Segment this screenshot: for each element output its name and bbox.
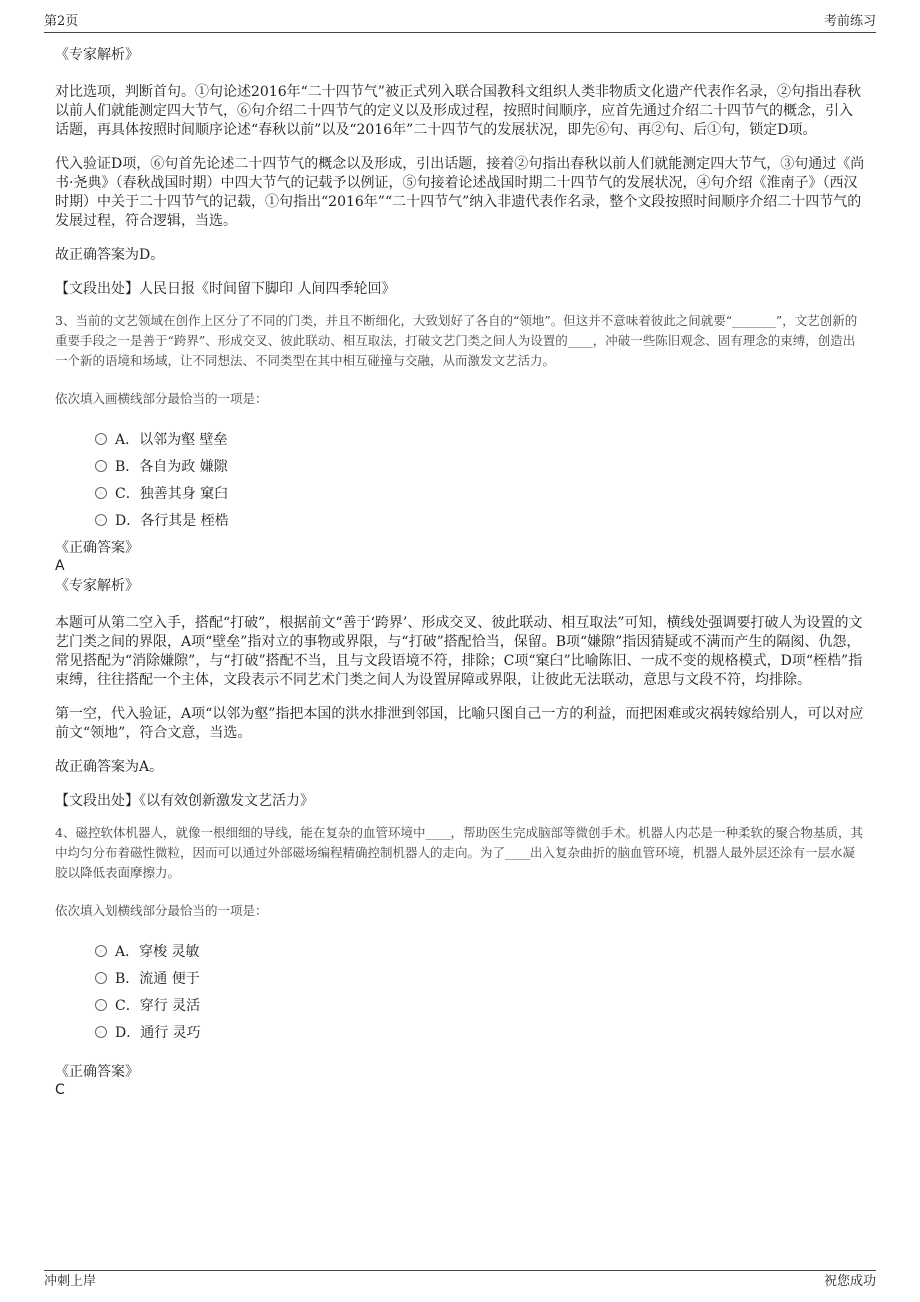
radio-icon[interactable] (95, 999, 107, 1011)
q3-answer-label: 《正确答案》 (55, 540, 139, 556)
page-header (44, 12, 876, 33)
radio-icon[interactable] (95, 972, 107, 984)
radio-icon[interactable] (95, 945, 107, 957)
q3-instruction: 依次填入画横线部分最恰当的一项是： (55, 391, 268, 406)
page-number: 第2页 (44, 14, 79, 29)
q3-option-b[interactable]: B．各自为政 嫌隙 (95, 452, 865, 479)
q4-option-d[interactable]: D．通行 灵巧 (95, 1018, 865, 1045)
q2-source: 【文段出处】人民日报《时间留下脚印 人间四季轮回》 (55, 281, 396, 297)
q3-option-d[interactable]: D．各行其是 桎梏 (95, 506, 865, 533)
q2-analysis-label: 《专家解析》 (55, 47, 139, 63)
radio-icon[interactable] (95, 433, 107, 445)
header-title: 考前练习 (823, 14, 876, 29)
q3-option-c[interactable]: C．独善其身 窠臼 (95, 479, 865, 506)
q3-stem: 3、当前的文艺领域在创作上区分了不同的门类，并且不断细化，大致划好了各自的“领地”。但这并不意味着彼此之间就要“_______”，文艺创新的重要手段之一是善于“跨界”、形成交叉、彼此联动、相互取法，打破文艺门类之间人为设置的____，冲破一些陈旧观念、固有理念的束缚，创造出一个新的语境和场域，让不同想法、不同类型在其中相互碰撞与交融，从而激发文艺活力。 (55, 313, 858, 368)
footer-right: 祝您成功 (823, 1274, 876, 1289)
q2-analysis-para1: 对比选项，判断首句。①句论述2016年“二十四节气”被正式列入联合国教科文组织人类非物质文化遗产代表作名录，②句指出春秋以前人们就能测定四大节气，⑥句介绍二十四节气的定义以及形成过程，按照时间顺序，应首先通过介绍二十四节气的概念，引入话题，再具体按照时间顺序论述“春秋以前”以及“2016年”二十四节气的发展状况，即先⑥句、再②句、后①句，锁定D项。 (55, 84, 861, 138)
q4-option-c[interactable]: C．穿行 灵活 (95, 991, 865, 1018)
radio-icon[interactable] (95, 514, 107, 526)
q4-instruction: 依次填入划横线部分最恰当的一项是： (55, 903, 268, 918)
q3-option-a[interactable]: A．以邻为壑 壁垒 (95, 425, 865, 452)
q3-conclusion: 故正确答案为A。 (55, 759, 164, 775)
q4-answer-label: 《正确答案》 (55, 1064, 139, 1080)
page-footer (44, 1270, 876, 1293)
document-body (55, 40, 865, 1099)
q4-options (95, 937, 865, 1045)
footer-left: 冲刺上岸 (44, 1274, 97, 1289)
radio-icon[interactable] (95, 1026, 107, 1038)
q2-analysis-para2: 代入验证D项，⑥句首先论述二十四节气的概念以及形成，引出话题，接着②句指出春秋以前人们就能测定四大节气，③句通过《尚书·尧典》（春秋战国时期）中四大节气的记载予以例证，⑤句接着论述战国时期二十四节气的发展状况，④句介绍《淮南子》（西汉时期）中关于二十四节气的记载，①句指出“2016年”“二十四节气”纳入非遗代表作名录，整个文段按照时间顺序介绍二十四节气的发展过程，符合逻辑，当选。 (55, 156, 865, 229)
q3-analysis-para2: 第一空，代入验证，A项“以邻为壑”指把本国的洪水排泄到邻国，比喻只图自己一方的利益，而把困难或灾祸转嫁给别人，可以对应前文“领地”，符合文意，当选。 (55, 706, 864, 741)
q3-source: 【文段出处】《以有效创新激发文艺活力》 (55, 793, 314, 809)
radio-icon[interactable] (95, 487, 107, 499)
q2-conclusion: 故正确答案为D。 (55, 247, 165, 263)
q4-stem: 4、磁控软体机器人，就像一根细细的导线，能在复杂的血管环境中____，帮助医生完成脑部等微创手术。机器人内芯是一种柔软的聚合物基质，其中均匀分布着磁性微粒，因而可以通过外部磁场编程精确控制机器人的走向。为了____出入复杂曲折的脑血管环境，机器人最外层还涂有一层水凝胶以降低表面摩擦力。 (55, 825, 863, 880)
q3-analysis-para1: 本题可从第二空入手，搭配“打破”，根据前文“善于‘跨界’、形成交叉、彼此联动、相互取法”可知，横线处强调要打破人为设置的文艺门类之间的界限，A项“壁垒”指对立的事物或界限，与“打破”搭配恰当，保留。B项“嫌隙”指因猜疑或不满而产生的隔阂、仇怨，常见搭配为“消除嫌隙”，与“打破”搭配不当，且与文段语境不符，排除；C项“窠臼”比喻陈旧、一成不变的规格模式，D项“桎梏”指束缚，往往搭配一个主体，文段表示不同艺术门类之间人为设置屏障或界限，让彼此无法联动，意思与文段不符，均排除。 (55, 615, 863, 688)
q3-answer: A (55, 558, 65, 574)
q4-answer: C (55, 1082, 65, 1098)
q4-option-a[interactable]: A．穿梭 灵敏 (95, 937, 865, 964)
q4-option-b[interactable]: B．流通 便于 (95, 964, 865, 991)
q3-options (95, 425, 865, 533)
radio-icon[interactable] (95, 460, 107, 472)
q3-analysis-label: 《专家解析》 (55, 578, 139, 594)
